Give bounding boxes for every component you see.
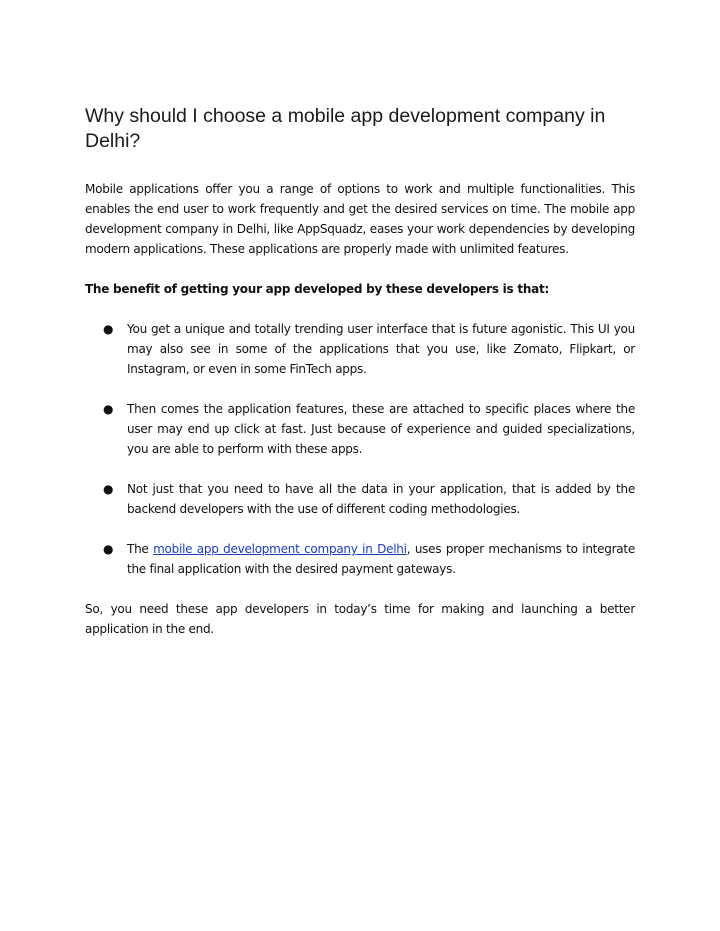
list-item-text-prefix: The xyxy=(127,542,154,556)
list-item xyxy=(85,479,635,519)
page-title: Why should I choose a mobile app development company in Delhi? xyxy=(85,105,606,152)
list-item-text: Not just that you need to have all the data in your application, that is added by the backend developers with the use of different coding methodologies. xyxy=(127,482,635,516)
list-item-text: You get a unique and totally trending user interface that is future agonistic. This UI you may also see in some of the applications that you use, like Zomato, Flipkart, or Instagram, or even in some FinTech apps. xyxy=(127,322,635,376)
intro-paragraph: Mobile applications offer you a range of options to work and multiple functionalities. This enables the end user to work frequently and get the desired services on time. The mobile app development company in Delhi, like AppSquadz, eases your work dependencies by developing modern applications. These applications are properly made with unlimited features. xyxy=(85,182,635,256)
bullet-icon: ● xyxy=(103,542,114,556)
benefits-list xyxy=(85,319,635,579)
benefits-subheading: The benefit of getting your app developed by these developers is that: xyxy=(85,282,549,296)
list-item-text-suffix: , uses proper mechanisms to integrate the final application with the desired payment gateways. xyxy=(127,542,635,576)
bullet-icon: ● xyxy=(103,482,114,496)
list-item-text: Then comes the application features, these are attached to specific places where the user may end up click at fast. Just because of experience and guided specializations, you are able to perform with these apps. xyxy=(127,402,635,456)
closing-paragraph: So, you need these app developers in today’s time for making and launching a better application in the end. xyxy=(85,602,635,636)
document-page xyxy=(85,104,635,639)
bullet-icon: ● xyxy=(103,322,114,336)
list-item xyxy=(85,399,635,459)
mobile-app-development-link[interactable]: mobile app development company in Delhi xyxy=(153,542,407,556)
list-item xyxy=(85,539,635,579)
list-item xyxy=(85,319,635,379)
bullet-icon: ● xyxy=(103,402,114,416)
